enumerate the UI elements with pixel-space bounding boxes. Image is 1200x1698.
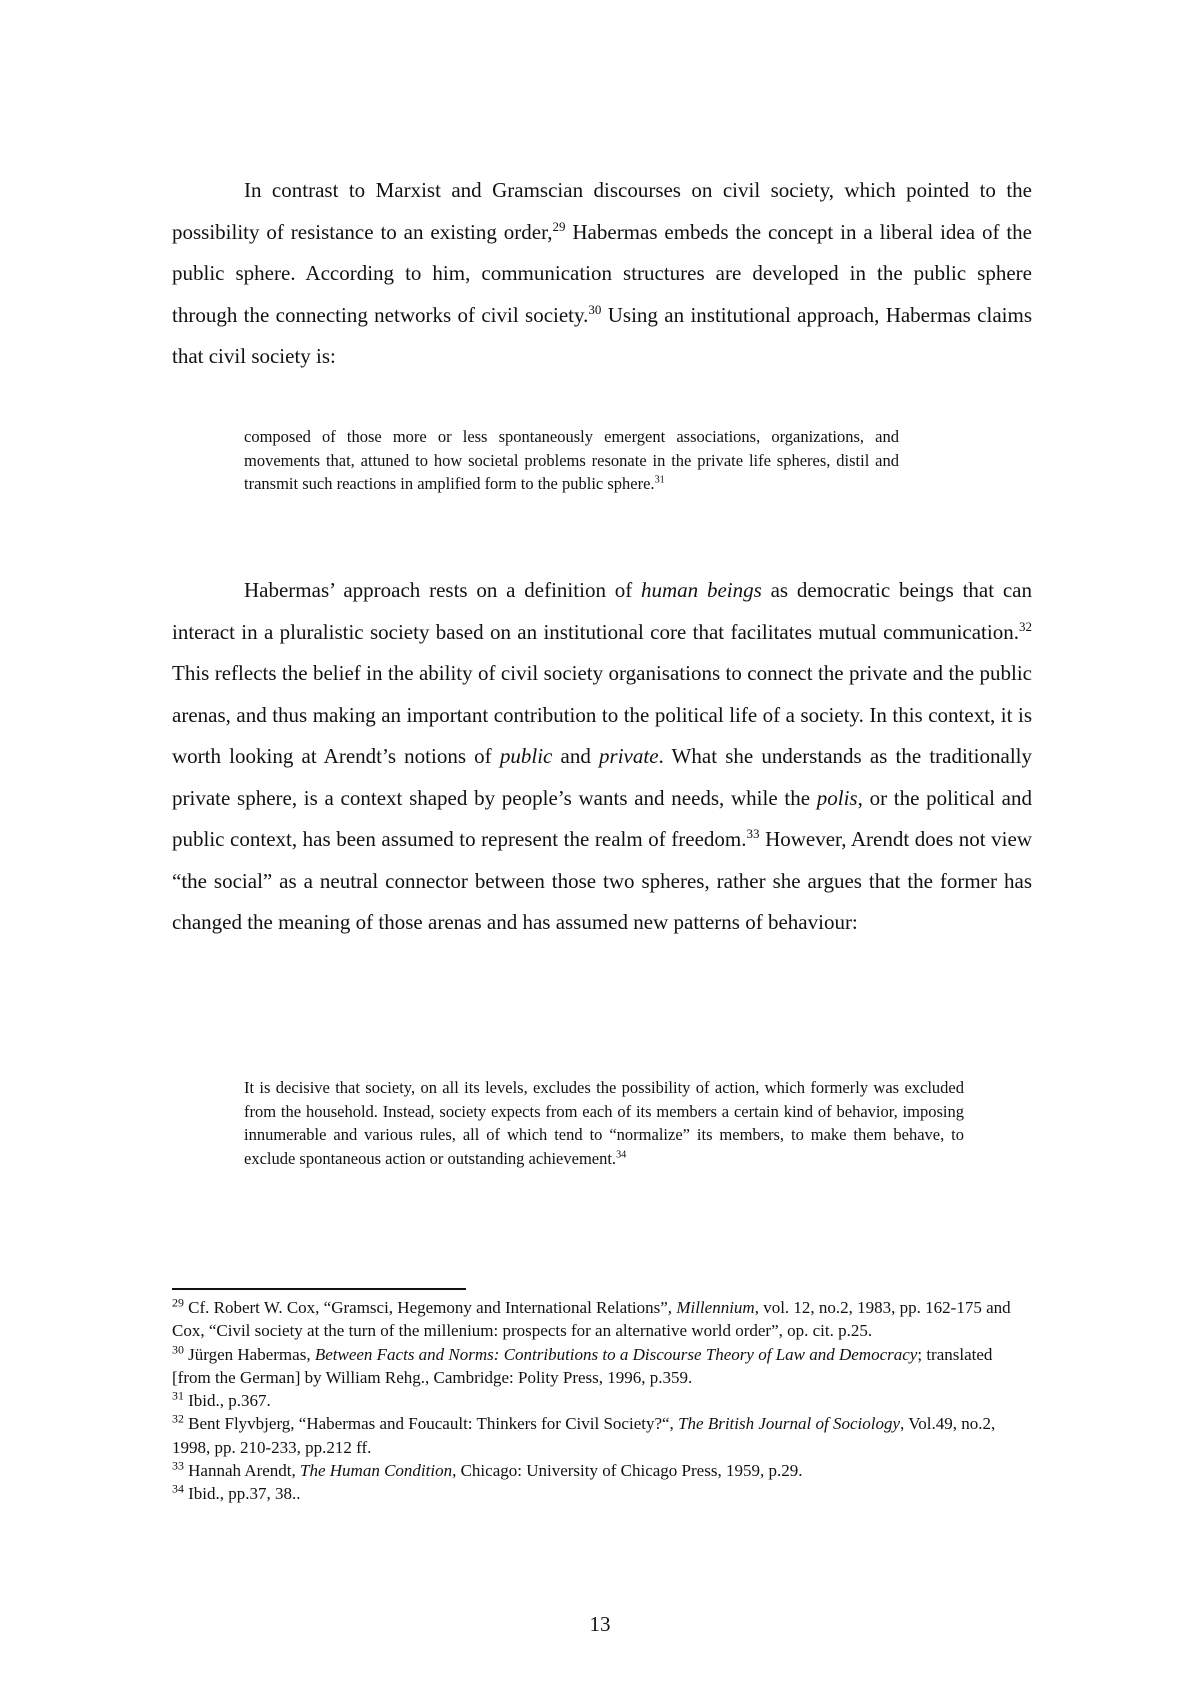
- p1-text-1: In contrast to Marxist and Gramscian discourses on civil society, which pointed to the possibility of resistance to an existing order,: [172, 178, 1032, 244]
- footnote-ref-31[interactable]: 31: [654, 474, 665, 486]
- footnote-number: 32: [172, 1411, 184, 1426]
- p2-italic-public: public: [499, 744, 553, 768]
- quote-2-text: It is decisive that society, on all its levels, excludes the possibility of action, which formerly was excluded from the household. Instead, society expects from each of its members a certain kind of behavior, imposing innumerable and various rules, all of which tend to “normalize” its members, to make them behave, to exclude spontaneous action or outstanding achievement.: [244, 1078, 964, 1168]
- p2-text-1: Habermas’ approach rests on a definition of: [244, 578, 642, 602]
- p2-text-5: . What she understands as the traditionally private sphere, is a context shaped by people’s wants and needs, while the: [172, 744, 1032, 810]
- p1-text-2: Habermas embeds the concept in a liberal idea of the public sphere. According to him, communication structures are developed in the public sphere through the connecting networks of civil society.: [172, 219, 1032, 327]
- p2-italic-private: private: [599, 744, 659, 768]
- block-quote-2: [244, 1076, 964, 1170]
- footnote-italic: Between Facts and Norms: Contributions to a Discourse Theory of Law and Democracy: [314, 1344, 918, 1364]
- footnote-number: 29: [172, 1295, 184, 1310]
- footnote-text: Ibid., p.367.: [183, 1391, 271, 1411]
- footnote-32: [172, 1412, 1032, 1459]
- footnote-text: , vol. 12, no.2, 1983, pp. 162-175 and Cox, “Civil society at the turn of the millenium: prospects for an alternative world order”, op. cit. p.25.: [172, 1298, 1011, 1341]
- footnote-33: [172, 1459, 1032, 1482]
- footnote-29: [172, 1296, 1032, 1343]
- footnote-separator: [172, 1288, 466, 1290]
- footnote-text: Hannah Arendt,: [183, 1461, 301, 1481]
- p2-text-4: and: [552, 744, 600, 768]
- footnote-number: 33: [172, 1458, 184, 1473]
- quote-1-text: composed of those more or less spontaneously emergent associations, organizations, and movements that, attuned to how societal problems resonate in the private life spheres, distil and transmit such reactions in amplified form to the public sphere.: [244, 427, 899, 493]
- footnote-italic: Millennium: [676, 1298, 755, 1317]
- footnote-ref-34[interactable]: 34: [616, 1149, 627, 1160]
- p2-text-3: This reflects the belief in the ability of civil society organisations to connect the private and the public arenas, and thus making an important contribution to the political life of a society. In this context, it is worth looking at Arendt’s notions of: [172, 661, 1032, 768]
- footnotes: [172, 1296, 1032, 1506]
- footnote-34: [172, 1482, 1032, 1505]
- footnote-text: , Chicago: University of Chicago Press, 1959, p.29.: [452, 1461, 803, 1481]
- p2-text-6: , or the political and public context, has been assumed to represent the realm of freedom.: [172, 785, 1032, 851]
- footnote-text: Ibid., pp.37, 38..: [183, 1484, 301, 1504]
- p2-italic-human-beings: human beings: [641, 578, 762, 602]
- footnote-number: 31: [172, 1388, 184, 1403]
- p2-text-7: However, Arendt does not view “the social” as a neutral connector between those two spheres, rather she argues that the former has changed the meaning of those arenas and has assumed new patterns of behaviour:: [172, 827, 1032, 934]
- footnote-text: ; translated [from the German] by William Rehg., Cambridge: Polity Press, 1996, p.359.: [172, 1344, 993, 1387]
- footnote-italic: The Human Condition: [300, 1461, 453, 1481]
- page-number: 13: [589, 1612, 611, 1636]
- footnote-text: Bent Flyvbjerg, “Habermas and Foucault: Thinkers for Civil Society?“,: [183, 1414, 679, 1434]
- footnote-ref-29[interactable]: 29: [552, 218, 566, 234]
- block-quote-1: [244, 425, 899, 496]
- p1-text-3: Using an institutional approach, Habermas claims that civil society is:: [172, 302, 1032, 368]
- footnote-number: 34: [172, 1481, 184, 1496]
- footnote-30: [172, 1343, 1032, 1390]
- p2-text-2: as democratic beings that can interact in a pluralistic society based on an institutional core that facilitates mutual communication.: [172, 578, 1032, 644]
- body-paragraph-1: [172, 170, 1032, 378]
- footnote-text: , Vol.49, no.2, 1998, pp. 210-233, pp.212 ff.: [172, 1414, 996, 1457]
- footnote-ref-30[interactable]: 30: [588, 301, 602, 317]
- footnote-text: Cf. Robert W. Cox, “Gramsci, Hegemony and International Relations”,: [183, 1298, 677, 1317]
- p2-italic-polis: polis: [816, 785, 858, 810]
- footnote-italic: The British Journal of Sociology: [678, 1414, 900, 1434]
- body-paragraph-2: [172, 570, 1032, 944]
- footnote-31: [172, 1389, 1032, 1412]
- footnote-ref-32[interactable]: 32: [1018, 618, 1032, 634]
- footnote-number: 30: [172, 1341, 184, 1356]
- footnote-text: Jürgen Habermas,: [183, 1344, 315, 1364]
- footnote-ref-33[interactable]: 33: [746, 826, 760, 841]
